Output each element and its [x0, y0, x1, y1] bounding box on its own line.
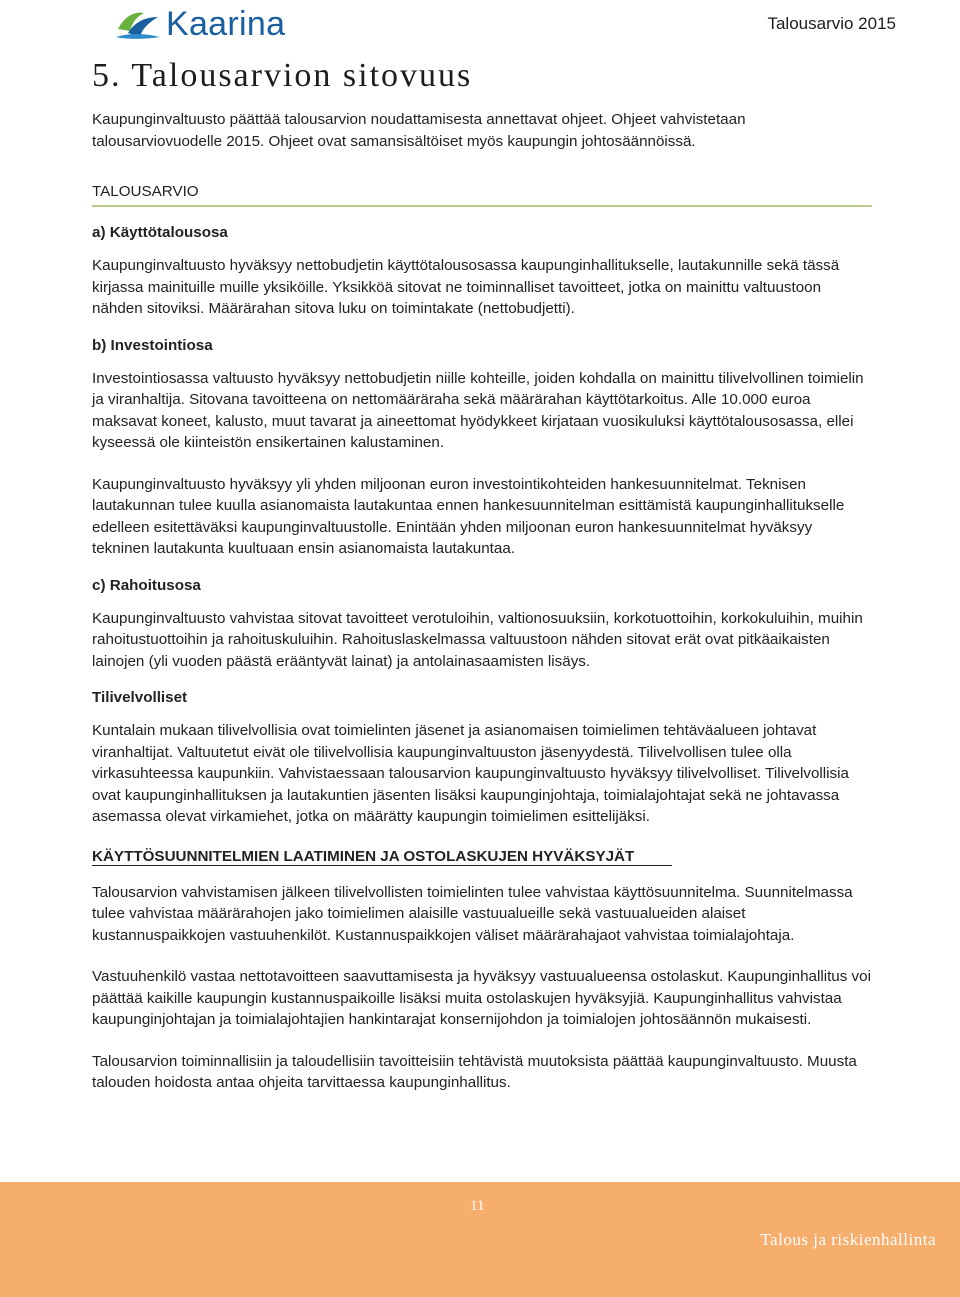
subheading-rahoitusosa: c) Rahoitusosa	[92, 576, 201, 594]
page-footer	[0, 1182, 960, 1297]
paragraph-kayttosuunnitelma-3: Talousarvion toiminnallisiin ja taloudellisiin tavoitteisiin tehtävistä muutoksista päättää kaupunginvaltuusto. Muusta talouden hoidosta antaa ohjeita tarvittaessa kaupunginhallitus.	[92, 1052, 857, 1091]
paragraph-tilivelvolliset: Kuntalain mukaan tilivelvollisia ovat toimielinten jäsenet ja asianomaisen toimielimen tehtäväalueen johtavat viranhaltijat. Valtuutetut eivät ole tilivelvollisia kaupunginvaltuuston jäsenyydestä. Tilivelvollisen tulee olla virkasuhteessa kaupunkiin. Vahvistaessaan talousarvion kaupunginvaltuusto hyväksyy tilivelvolliset. Tilivelvollisia ovat kaupunginhallituksen ja lautakuntien jäsenten lisäksi kaupunginjohtaja, toimialajohtajat sekä ne johtavassa asemassa olevat virkamiehet, jotka on määrätty kaupungin toimielimen esittelijäksi.	[92, 722, 849, 825]
section-heading-kayttosuunnitelmat	[92, 848, 872, 866]
kaarina-logo-icon	[114, 7, 162, 41]
section-divider	[92, 205, 872, 207]
page-content	[92, 56, 872, 1094]
page-title: 5. Talousarvion sitovuus	[92, 57, 473, 94]
page-header	[0, 0, 960, 48]
footer-section-name: Talous ja riskienhallinta	[760, 1230, 936, 1249]
section-heading-text: KÄYTTÖSUUNNITELMIEN LAATIMINEN JA OSTOLASKUJEN HYVÄKSYJÄT	[92, 848, 672, 866]
paragraph-rahoitusosa: Kaupunginvaltuusto vahvistaa sitovat tavoitteet verotuloihin, valtionosuuksiin, korkotuottoihin, korkokuluihin, muihin rahoitustuottoihin ja rahoituskuluihin. Rahoituslaskelmassa valtuustoon nähden sitovat erät ovat pitkäaikaisten lainojen (yli vuoden päästä erääntyvät lainat) ja antolainasaamisten lisäys.	[92, 609, 863, 670]
subheading-kayttotalousosa: a) Käyttötalousosa	[92, 224, 228, 241]
subheading-tilivelvolliset: Tilivelvolliset	[92, 689, 188, 706]
kaarina-logo	[114, 6, 285, 42]
page-number: 11	[470, 1198, 485, 1214]
subheading-investointiosa: b) Investointiosa	[92, 336, 213, 354]
paragraph-kayttosuunnitelma-2: Vastuuhenkilö vastaa nettotavoitteen saavuttamisesta ja hyväksyy vastuualueensa ostolaskut. Kaupunginhallitus voi päättää kaikille kaupungin kustannuspaikoille lisäksi muita ostolaskujen hyväksyjiä. Kaupunginhallitus vahvistaa kaupunginjohtajan ja toimialajohtajien hankintarajat konsernijohdon ja toimialojen johtosäännön mukaisesti.	[92, 968, 871, 1028]
logo-text: Kaarina	[166, 5, 286, 43]
paragraph-kayttosuunnitelma-1: Talousarvion vahvistamisen jälkeen tilivelvollisten toimielinten tulee vahvistaa käyttösuunnitelma. Suunnitelmassa tulee vahvistaa määrärahojen jako toimielimen alaisille vastuualueille sekä vastuualueiden alaiset kustannuspaikkojen vastuuhenkilöt. Kustannuspaikkojen väliset määrärahajaot vahvistaa toimialajohtaja.	[92, 883, 853, 944]
paragraph-investointiosa-2: Kaupunginvaltuusto hyväksyy yli yhden miljoonan euron investointikohteiden hankesuunnitelmat. Teknisen lautakunnan tulee kuulla asianomaista lautakuntaa ennen hankesuunnitelman esittämistä kaupunginhallitukselle edelleen esitettäväksi kaupunginvaltuustolle. Enintään yhden miljoonan euron hankesuunnitelmat hyväksyy tekninen lautakunta kuultuaan ensin asianomaista lautakuntaa.	[92, 475, 845, 557]
paragraph-investointiosa-1: Investointiosassa valtuusto hyväksyy nettobudjetin niille kohteille, joiden kohdalla on mainittu tilivelvollinen toimielin ja viranhaltija. Sitovana tavoitteena on nettomääräraha sekä määrärahan käyttötarkoitus. Alle 10.000 euroa maksavat koneet, kalusto, muut tavarat ja aineettomat hyödykkeet kirjataan vuosikuluksi käyttötalousosassa, ellei kyseessä ole kiinteistön ensikertainen kalustaminen.	[92, 369, 864, 451]
intro-paragraph: Kaupunginvaltuusto päättää talousarvion noudattamisesta annettavat ohjeet. Ohjeet vahvistetaan talousarviovuodelle 2015. Ohjeet ovat samansisältöiset myös kaupungin johtosäännöissä.	[92, 111, 746, 150]
document-title: Talousarvio 2015	[767, 14, 896, 33]
paragraph-kayttotalousosa: Kaupunginvaltuusto hyväksyy nettobudjetin käyttötalousosassa kaupunginhallitukselle, lautakunnille sekä tässä kirjassa mainituille muille yksiköille. Yksikköä sitovat ne toiminnalliset tavoitteet, jotka on mainittu valtuustoon nähden sitoviksi. Määrärahan sitova luku on toimintakate (nettobudjetti).	[92, 257, 840, 317]
section-heading-talousarvio: TALOUSARVIO	[92, 183, 199, 200]
